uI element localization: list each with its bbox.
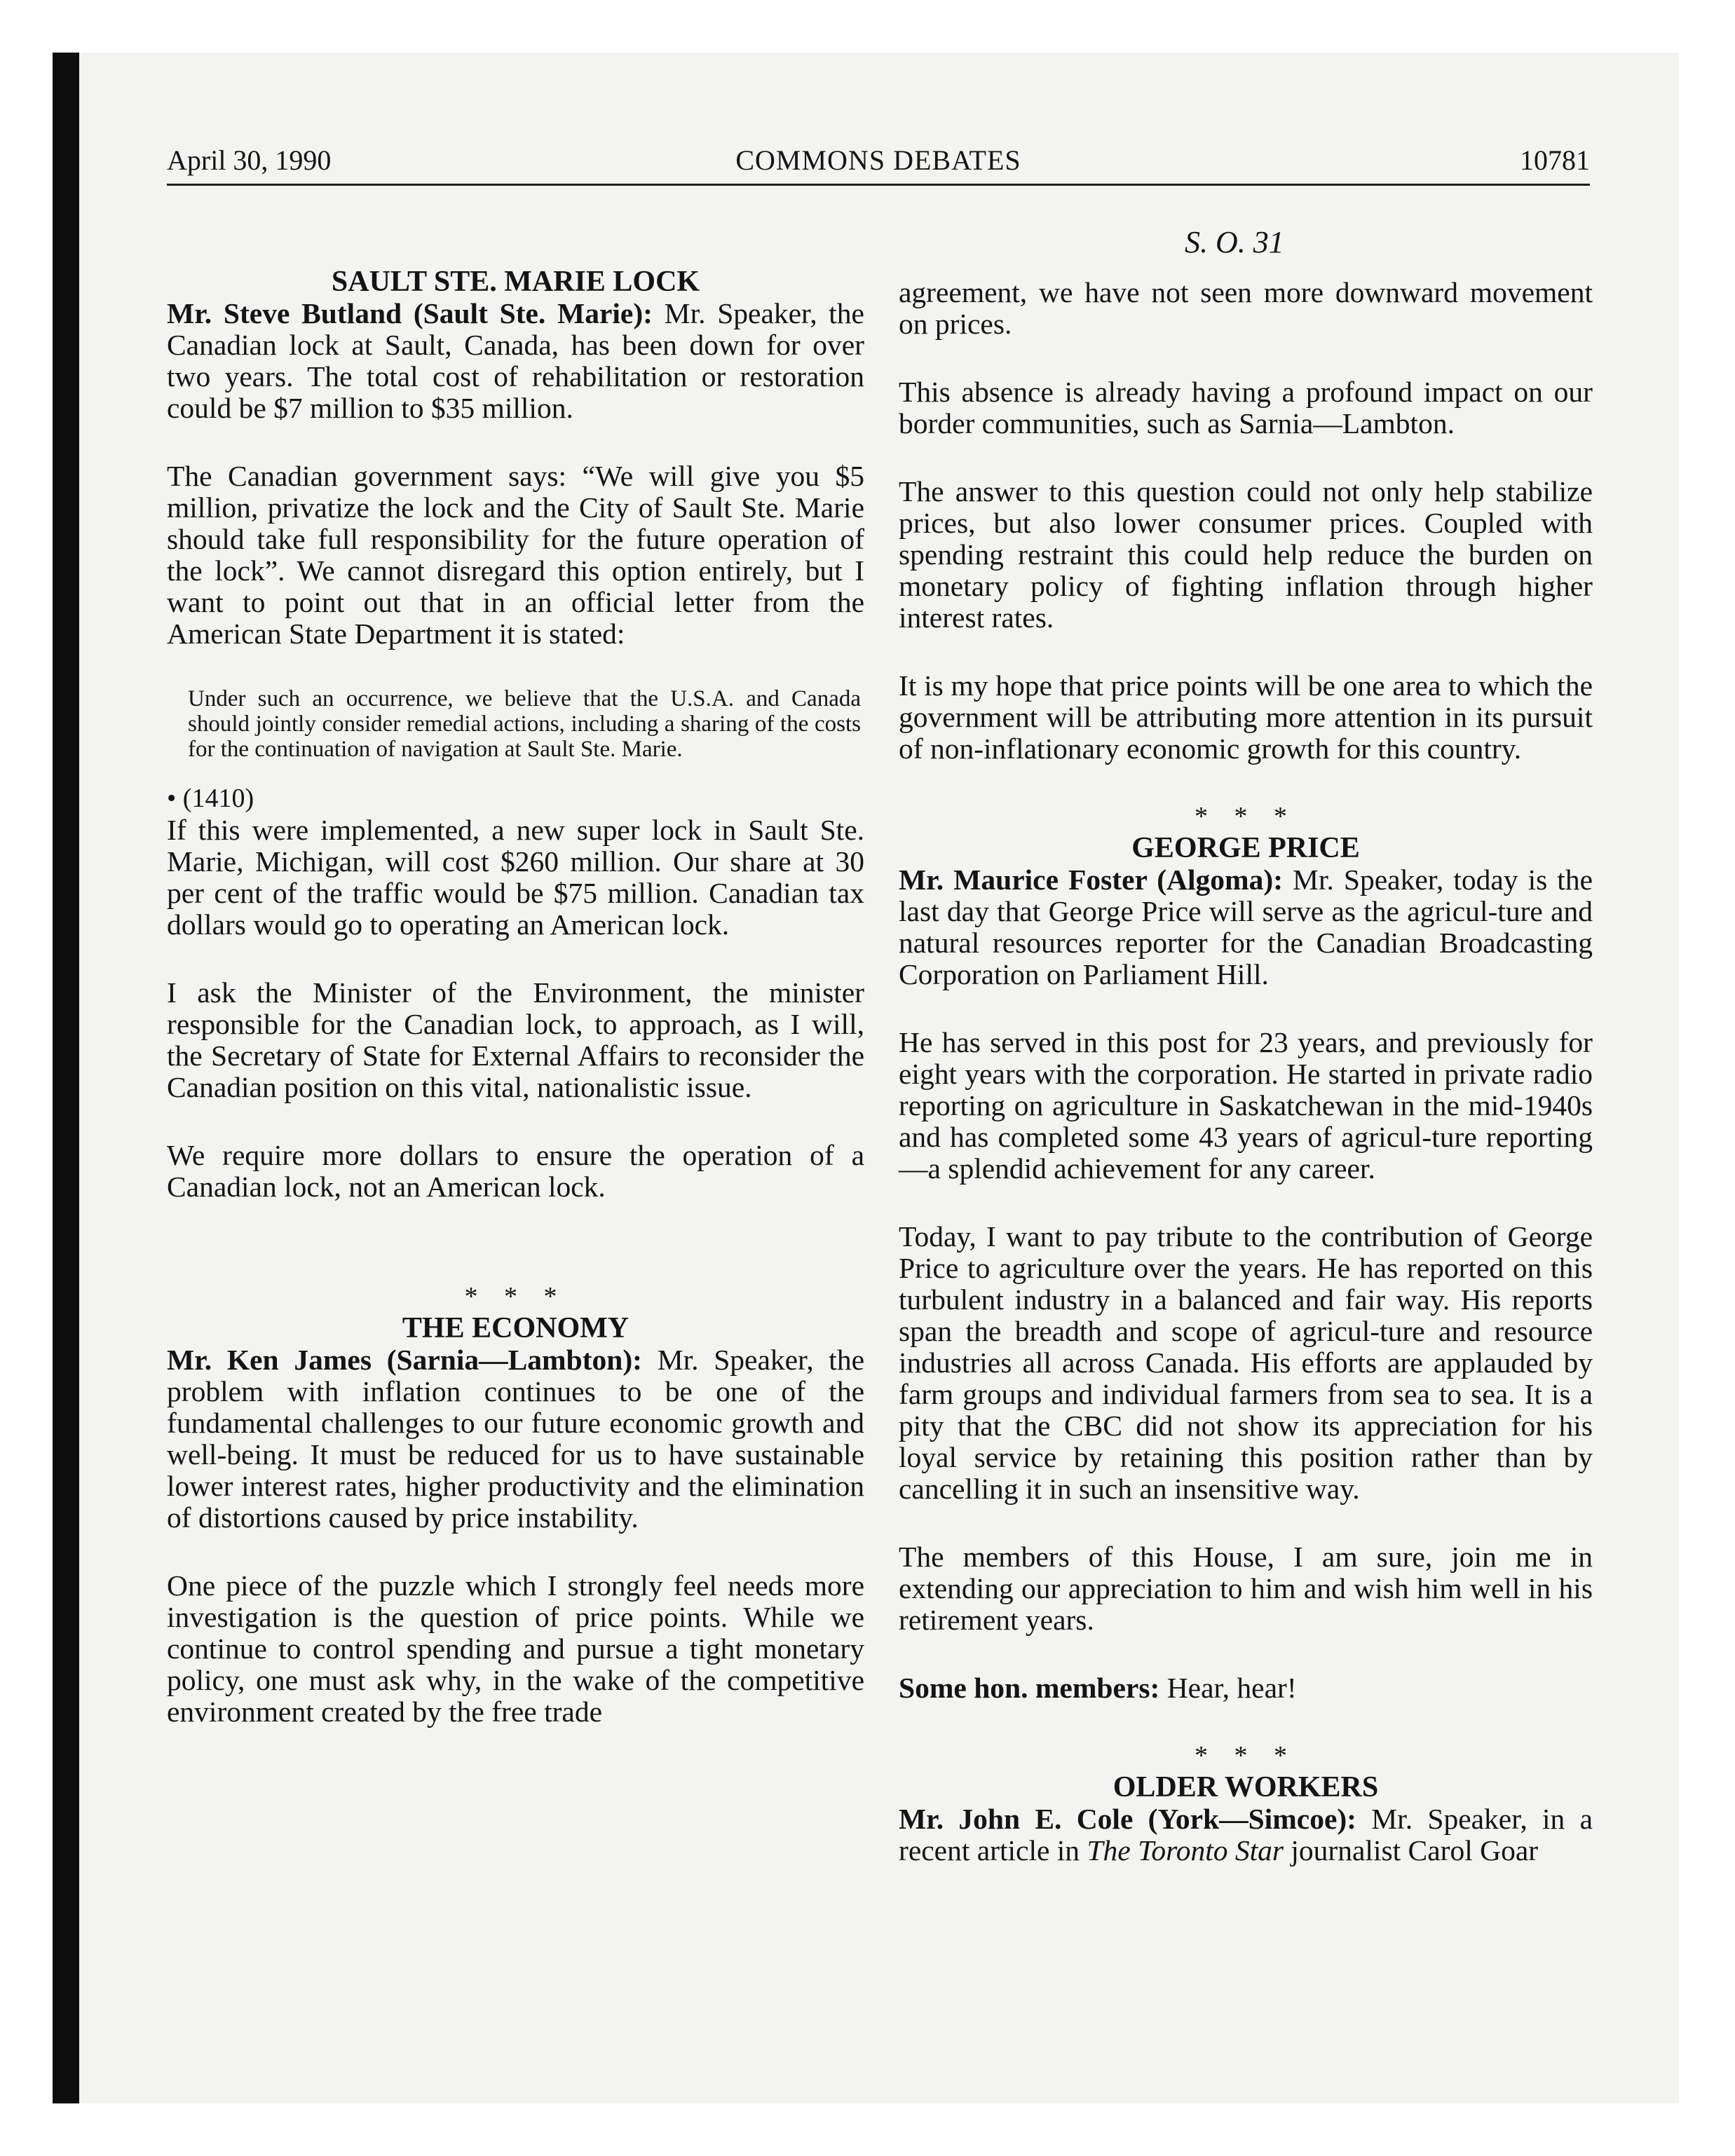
paragraph-text: journalist Carol Goar bbox=[1284, 1834, 1539, 1867]
header-date: April 30, 1990 bbox=[167, 144, 332, 176]
section-heading-the-economy: THE ECONOMY bbox=[402, 1312, 630, 1344]
paragraph bbox=[899, 1803, 1593, 1867]
paragraph-text: Mr. Speaker, the problem with inflation continues to be one of the fundamental challenges to our future economic growth and well-being. It must be reduced for us to have sustainable lower interest rates, higher productivity and the elimination of distortions caused by price instability. bbox=[167, 1344, 864, 1534]
section-separator: * * * bbox=[1195, 802, 1297, 831]
section-heading-sault-ste-marie-lock: SAULT STE. MARIE LOCK bbox=[331, 266, 700, 298]
paragraph: One piece of the puzzle which I strongly feel needs more investigation is the question of price points. While we continue to control spending and pursue a tight monetary policy, one must ask why, in the wake of the competitive environment created by the free trade bbox=[167, 1569, 864, 1728]
paragraph: The Canadian government says: “We will give you $5 million, privatize the lock and the City of Sault Ste. Marie should take full responsibility for the future operation of the lock”. We cannot disregard this option entirely, but I want to point out that in an official letter from the American State Department it is stated: bbox=[167, 460, 864, 650]
spacer bbox=[167, 1239, 864, 1281]
binding-edge bbox=[53, 53, 79, 2103]
speaker-name: Mr. John E. Cole (York—Simcoe): bbox=[899, 1803, 1356, 1835]
speaker-name: Mr. Steve Butland (Sault Ste. Marie): bbox=[167, 297, 653, 329]
page-number: 10781 bbox=[1520, 144, 1590, 176]
paragraph: agreement, we have not seen more downward movement on prices. bbox=[899, 276, 1593, 340]
block-quote: Under such an occurrence, we believe that the U.S.A. and Canada should jointly consider remedial actions, including a sharing of the costs for the continuation of navigation at Sault Ste. Marie. bbox=[188, 686, 861, 762]
header-title: COMMONS DEBATES bbox=[735, 144, 1021, 176]
section-heading-older-workers: OLDER WORKERS bbox=[1113, 1771, 1379, 1803]
standing-order-label: S. O. 31 bbox=[1185, 225, 1284, 259]
paragraph: This absence is already having a profound impact on our border communities, such as Sarnia—Lambton. bbox=[899, 376, 1593, 439]
section-heading-george-price: GEORGE PRICE bbox=[1131, 832, 1360, 864]
publication-title: The Toronto Star bbox=[1087, 1834, 1284, 1867]
left-column bbox=[167, 266, 864, 1764]
speaker-name: Some hon. members: bbox=[899, 1672, 1160, 1704]
paragraph: He has served in this post for 23 years, and previously for eight years with the corporation. He started in private radio reporting on agriculture in Saskatchewan in the mid-1940s and has completed some 43 years of agricul-ture reporting—a splendid achievement for any career. bbox=[899, 1026, 1593, 1185]
paragraph-text: Hear, hear! bbox=[1159, 1672, 1297, 1704]
speaker-name: Mr. Maurice Foster (Algoma): bbox=[899, 864, 1284, 896]
paragraph bbox=[167, 298, 864, 424]
paragraph: I ask the Minister of the Environment, the minister responsible for the Canadian lock, to approach, as I will, the Secretary of State for External Affairs to reconsider the Canadian position on this vital, nationalistic issue. bbox=[167, 976, 864, 1103]
paragraph: If this were implemented, a new super lock in Sault Ste. Marie, Michigan, will cost $260 million. Our share at 30 per cent of the traffic would be $75 million. Canadian tax dollars would go to operating an American lock. bbox=[167, 814, 864, 941]
paragraph-text: Mr. Speaker, in a recent article in bbox=[899, 1803, 1593, 1867]
paragraph: It is my hope that price points will be one area to which the government will be attributing more attention in its pursuit of non-inflationary economic growth for this country. bbox=[899, 669, 1593, 765]
section-separator: * * * bbox=[464, 1282, 567, 1311]
speaker-name: Mr. Ken James (Sarnia—Lambton): bbox=[167, 1344, 642, 1376]
paragraph: The members of this House, I am sure, join me in extending our appreciation to him and wish him well in his retirement years. bbox=[899, 1541, 1593, 1636]
paragraph: Today, I want to pay tribute to the contribution of George Price to agriculture over the years. He has reported on this turbulent industry in a balanced and fair way. His reports span the breadth and scope of agricul-ture and resource industries all across Canada. His efforts are applauded by farm groups and individual farmers from sea to sea. It is a pity that the CBC did not show its appreciation for his loyal service by retaining this position rather than by cancelling it in such an insensitive way. bbox=[899, 1220, 1593, 1505]
paragraph: The answer to this question could not only help stabilize prices, but also lower consumer prices. Coupled with spending restraint this could help reduce the burden on monetary policy of fighting inflation through higher interest rates. bbox=[899, 475, 1593, 634]
paragraph bbox=[167, 1344, 864, 1534]
header-rule bbox=[167, 184, 1590, 186]
paragraph: We require more dollars to ensure the operation of a Canadian lock, not an American lock. bbox=[167, 1139, 864, 1203]
section-separator: * * * bbox=[1195, 1741, 1297, 1770]
paragraph bbox=[899, 864, 1593, 990]
response-line bbox=[899, 1672, 1593, 1704]
time-marker: • (1410) bbox=[167, 784, 254, 813]
paragraph-text: Mr. Speaker, the Canadian lock at Sault, Canada, has been down for over two years. The total cost of rehabilitation or restoration could be $7 million to $35 million. bbox=[167, 297, 864, 424]
paragraph-text: Mr. Speaker, today is the last day that George Price will serve as the agricul-ture and natural resources reporter for the Canadian Broadcasting Corporation on Parliament Hill. bbox=[899, 864, 1593, 990]
running-header bbox=[167, 144, 1590, 186]
right-column bbox=[899, 277, 1593, 1903]
